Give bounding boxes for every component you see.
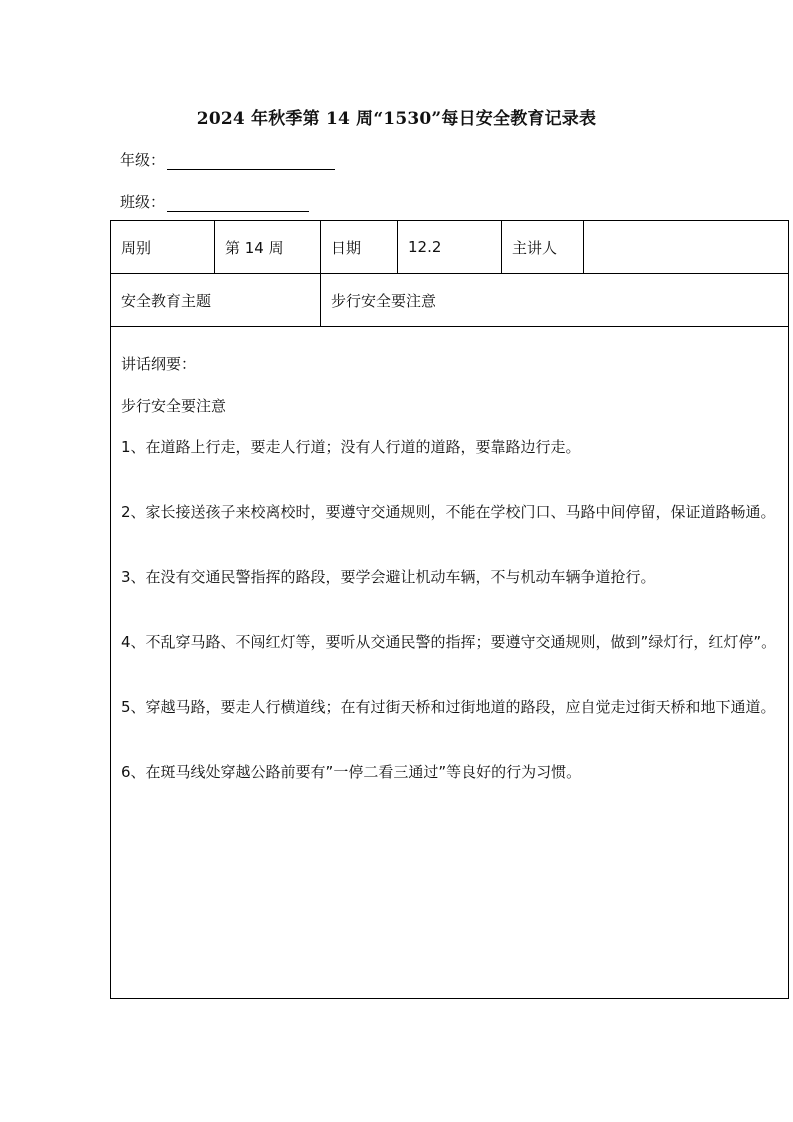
grade-field [120, 149, 335, 170]
outline-item: 5、穿越马路，要走人行横道线；在有过街天桥和过街地道的路段，应自觉走过街天桥和地下通道。 [121, 698, 776, 716]
table-row-info [111, 221, 789, 274]
class-blank-line[interactable] [167, 193, 309, 212]
outline-cell [111, 327, 789, 999]
week-label: 周别 [111, 221, 215, 274]
class-label: 班级： [120, 193, 166, 211]
outline-item: 3、在没有交通民警指挥的路段，要学会避让机动车辆，不与机动车辆争道抢行。 [121, 568, 656, 586]
topic-label: 安全教育主题 [111, 274, 321, 327]
outline-heading: 讲话纲要： [121, 355, 197, 373]
outline-item: 2、家长接送孩子来校离校时，要遵守交通规则，不能在学校门口、马路中间停留，保证道路畅通。 [121, 503, 776, 521]
speaker-label: 主讲人 [502, 221, 584, 274]
grade-blank-line[interactable] [167, 151, 335, 170]
topic-value: 步行安全要注意 [321, 274, 789, 327]
grade-label: 年级： [120, 151, 166, 169]
record-table [110, 220, 789, 999]
outline-item: 6、在斑马线处穿越公路前要有”一停二看三通过”等良好的行为习惯。 [121, 763, 582, 781]
table-row-outline [111, 327, 789, 999]
date-label: 日期 [321, 221, 398, 274]
week-value: 第 14 周 [215, 221, 321, 274]
class-field [120, 191, 309, 212]
outline-subtitle: 步行安全要注意 [121, 397, 227, 415]
date-value: 12.2 [398, 221, 502, 274]
table-row-topic [111, 274, 789, 327]
document-title: 2024 年秋季第 14 周“1530”每日安全教育记录表 [196, 109, 597, 129]
outline-item: 4、不乱穿马路、不闯红灯等，要听从交通民警的指挥；要遵守交通规则，做到”绿灯行，红灯停”。 [121, 633, 777, 651]
speaker-value[interactable] [584, 221, 789, 274]
outline-item: 1、在道路上行走，要走人行道；没有人行道的道路，要靠路边行走。 [121, 438, 581, 456]
